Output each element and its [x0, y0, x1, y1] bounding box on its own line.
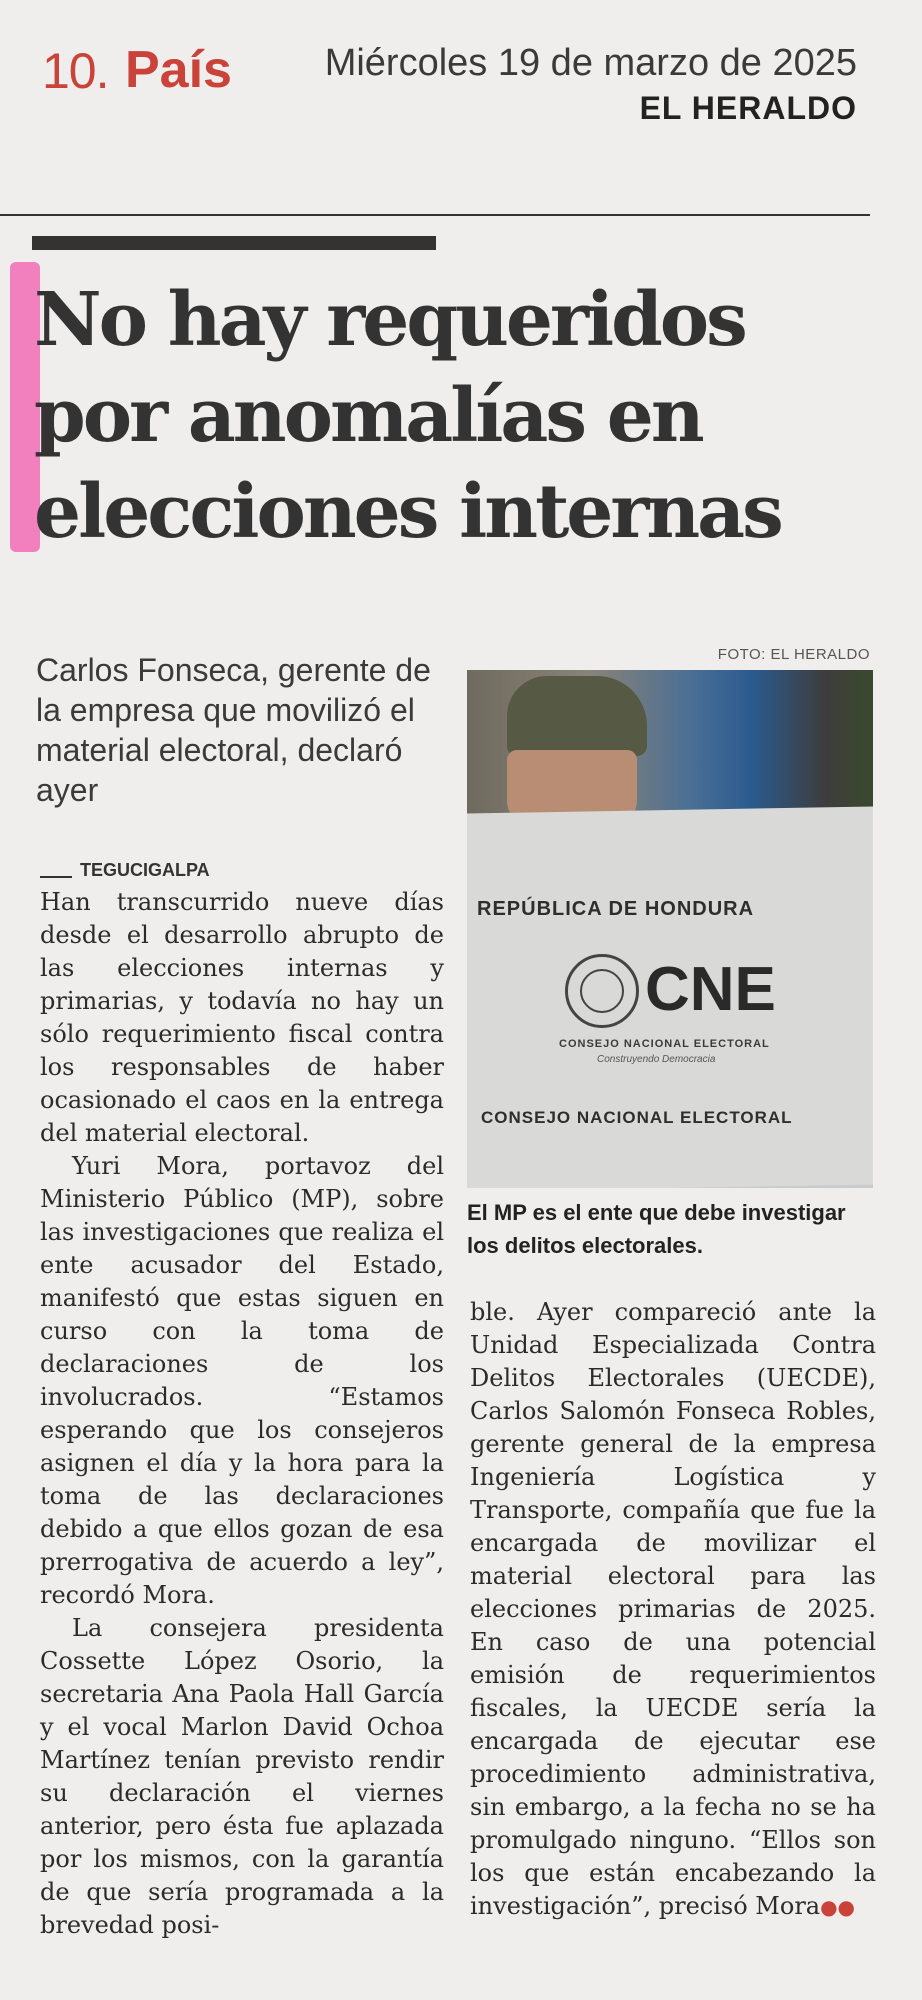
article-deck: Carlos Fonseca, gerente de la empresa que movilizó el material electoral, declaró ayer	[36, 652, 431, 808]
ballot-box-text-republica: REPÚBLICA DE HONDURA	[477, 898, 755, 920]
article-photo	[467, 670, 873, 1188]
cne-seal-icon	[565, 954, 639, 1028]
ballot-box-text-consejo: CONSEJO NACIONAL ELECTORAL	[481, 1108, 793, 1127]
issue-date: Miércoles 19 de marzo de 2025	[324, 42, 857, 84]
body-column-1	[40, 886, 444, 1942]
page-header	[0, 0, 922, 222]
ballot-box-text-motto: Construyendo Democracia	[597, 1054, 716, 1065]
body-column-2	[470, 1296, 876, 1924]
ballot-box-text-cne-sub: CONSEJO NACIONAL ELECTORAL	[559, 1038, 770, 1050]
soldier-cap	[507, 676, 647, 756]
section-name: País	[125, 41, 232, 99]
photo-credit: FOTO: EL HERALDO	[717, 646, 870, 663]
dateline-rule	[40, 876, 72, 878]
paragraph-3-end-text: ble. Ayer compareció ante la Unidad Especializada Contra Delitos Electorales (UECDE), Carlos Salomón Fonseca Robles, gerente general de la empresa Ingeniería Logística y Transporte, compañía que fue la encargada de movilizar el material electoral para las elecciones primarias de 2025. En caso de una potencial emisión de requerimientos fiscales, la UECDE sería la encargada de ejecutar ese procedimiento administrativa, sin embargo, a la fecha no se ha promulgado ninguno. “Ellos son los que están encabezando la investigación”, precisó Mora	[470, 1298, 876, 1920]
headline: No hay requeridos por anomalías en elecciones internas	[34, 277, 781, 555]
headline-kicker-bar	[32, 236, 436, 250]
paragraph-3-start: La consejera presidenta Cossette López Osorio, la secretaria Ana Paola Hall García y el vocal Marlon David Ochoa Martínez tenían previsto rendir su declaración el viernes anterior, pero ésta fue aplazada por los mismos, con la garantía de que sería programada a la brevedad posi-	[40, 1614, 444, 1939]
paragraph-1: Han transcurrido nueve días desde el desarrollo abrupto de las elecciones internas y primarias, y todavía no hay un sólo requerimiento fiscal contra los responsables de haber ocasionado el caos en la entrega del material electoral.	[40, 888, 444, 1147]
header-rule	[0, 214, 870, 216]
end-mark-icon: ●●	[820, 1895, 856, 1919]
ballot-box-text-cne: CNE	[645, 955, 776, 1024]
photo-caption: El MP es el ente que debe investigar los delitos electorales.	[467, 1200, 846, 1258]
dateline: TEGUCIGALPA	[80, 860, 210, 880]
newspaper-name: EL HERALDO	[639, 90, 857, 126]
page-number: 10.	[42, 43, 109, 99]
paragraph-3-end	[470, 1296, 876, 1924]
paragraph-2: Yuri Mora, portavoz del Ministerio Público (MP), sobre las investigaciones que realiza el ente acusador del Estado, manifestó que estas siguen en curso con la toma de declaraciones de los involucrados. “Estamos esperando que los consejeros asignen el día y la hora para la toma de las declaraciones debido a que ellos gozan de esa prerrogativa de acuerdo a ley”, recordó Mora.	[40, 1152, 444, 1609]
